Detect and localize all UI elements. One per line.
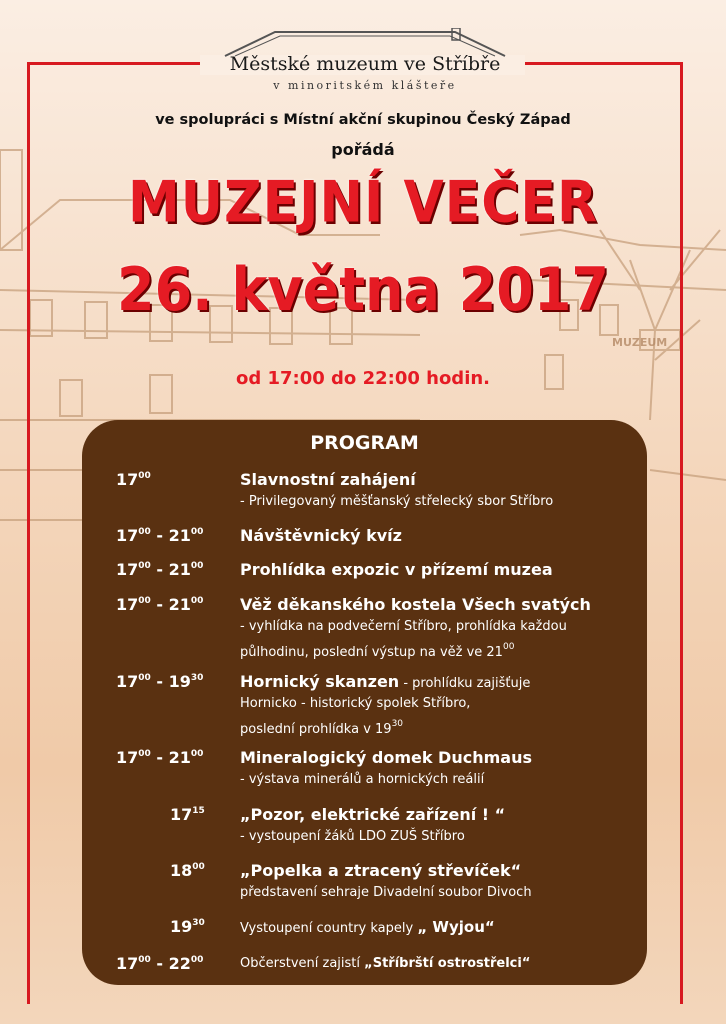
svg-text:MUZEUM: MUZEUM <box>612 336 668 349</box>
program-description: půlhodinu, poslední výstup na věž ve $21^{00}$ <box>240 642 515 660</box>
program-time: $17^{00} - 21^{00}$ <box>116 526 204 545</box>
program-time: $17^{15}$ <box>170 805 205 824</box>
program-time: $17^{00} - 19^{30}$ <box>116 672 204 691</box>
event-title: MUZEJNÍ VEČER <box>127 170 598 236</box>
program-time: $17^{00}$ <box>116 470 151 489</box>
program-time: $17^{00} - 21^{00}$ <box>116 748 204 767</box>
program-time: $17^{00} - 22^{00}$ <box>116 954 204 973</box>
cooperation-line: ve spolupráci s Místní akční skupinou Český Západ <box>155 112 571 128</box>
program-headline: Slavnostní zahájení <box>240 470 416 489</box>
program-headline: Hornický skanzen - prohlídku zajišťuje <box>240 672 531 691</box>
program-description: představení sehraje Divadelní soubor Divoch <box>240 885 532 900</box>
program-description: - vystoupení žáků LDO ZUŠ Stříbro <box>240 829 465 844</box>
event-date: 26. května 2017 <box>117 254 609 325</box>
program-description: - Privilegovaný měšťanský střelecký sbor Stříbro <box>240 494 554 509</box>
program-headline: Návštěvnický kvíz <box>240 526 402 545</box>
program-time: $19^{30}$ <box>170 917 205 936</box>
museum-logo <box>220 28 510 98</box>
program-description: Občerstvení zajistí „Stříbrští ostrostřelci“ <box>240 956 531 971</box>
program-description: Vystoupení country kapely „ Wyjou“ <box>240 918 495 936</box>
program-time: $17^{00} - 21^{00}$ <box>116 595 204 614</box>
program-headline: „Popelka a ztracený střevíček“ <box>240 861 522 880</box>
program-time: $18^{00}$ <box>170 861 205 880</box>
museum-name: Městské muzeum ve Stříbře <box>229 53 501 75</box>
program-description: Hornicko - historický spolek Stříbro, <box>240 696 471 711</box>
organizes-line: pořádá <box>331 140 395 159</box>
program-description: poslední prohlídka v $19^{30}$ <box>240 719 404 737</box>
museum-subtitle: v minoritském klášteře <box>273 79 457 92</box>
event-time: od 17:00 do 22:00 hodin. <box>235 368 491 389</box>
program-title: PROGRAM <box>310 432 419 454</box>
program-headline: Mineralogický domek Duchmaus <box>240 748 532 767</box>
program-description: - výstava minerálů a hornických reálií <box>240 772 485 787</box>
program-headline: Věž děkanského kostela Všech svatých <box>240 595 591 614</box>
program-headline: „Pozor, elektrické zařízení ! “ <box>240 805 506 824</box>
program-box <box>82 420 647 985</box>
program-time: $17^{00} - 21^{00}$ <box>116 560 204 579</box>
program-description: - vyhlídka na podvečerní Stříbro, prohlídka každou <box>240 619 567 634</box>
program-headline: Prohlídka expozic v přízemí muzea <box>240 560 553 579</box>
